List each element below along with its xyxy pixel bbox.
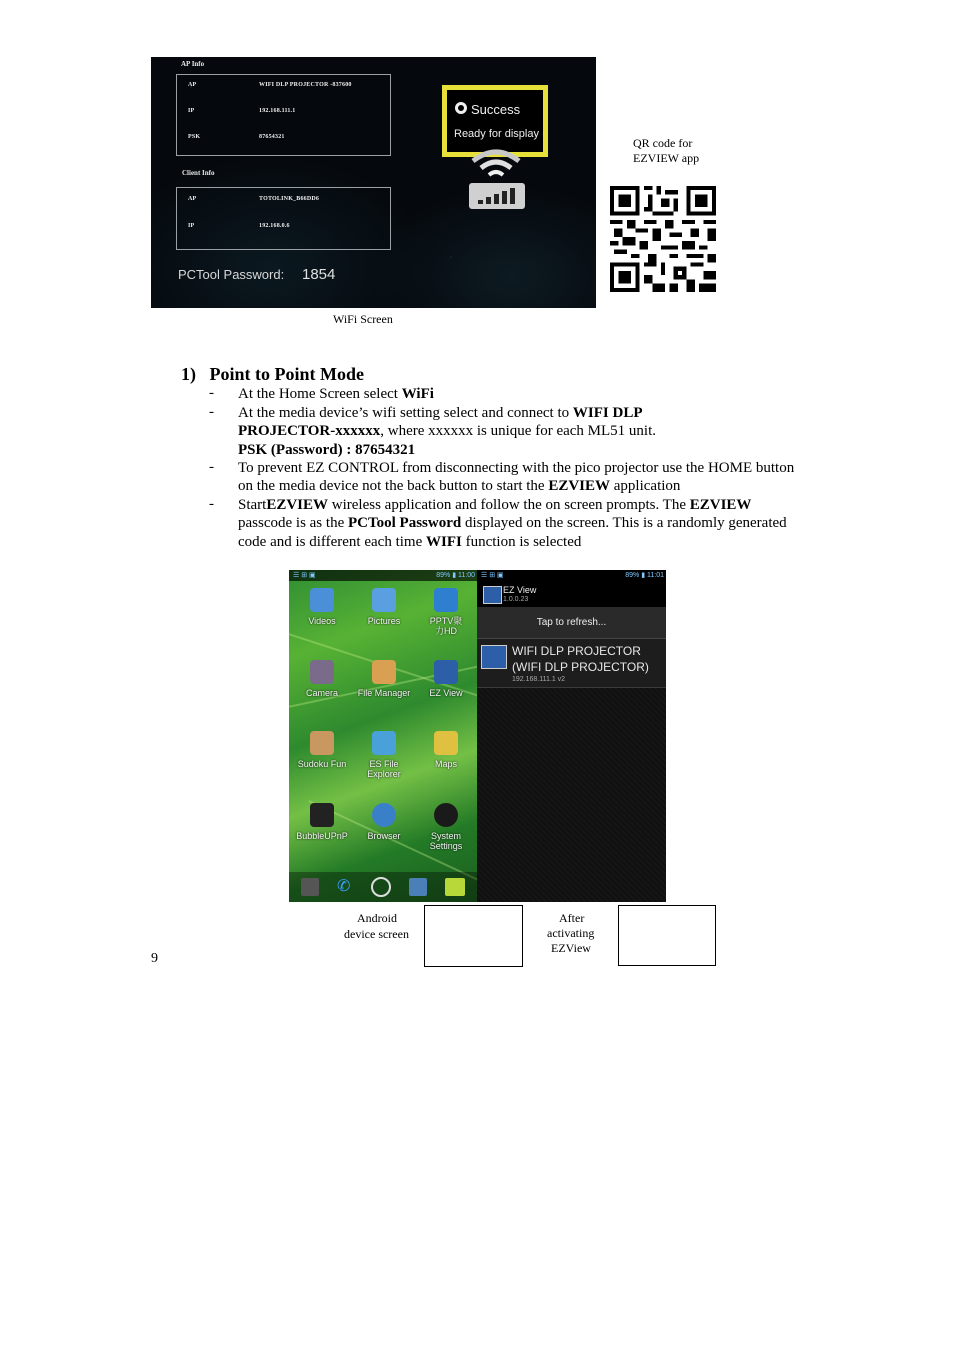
app-file-manager[interactable] <box>353 660 415 698</box>
bullet-3-text-end: application <box>610 478 681 495</box>
folder-icon <box>372 588 396 612</box>
file-manager-icon <box>372 660 396 684</box>
pptv-icon <box>434 588 458 612</box>
browser-icon <box>372 803 396 827</box>
pctool-password-value: 1854 <box>302 266 336 283</box>
wifi-screen-image <box>151 57 596 308</box>
device-ip: 192.168.111.1 v2 <box>512 676 566 683</box>
bullet-4-bold: PCTool Password <box>347 515 462 532</box>
client-ip-value: 192.168.0.6 <box>259 223 290 229</box>
android-dock <box>289 872 477 902</box>
maps-icon <box>434 731 458 755</box>
empty-frame-2 <box>618 905 716 966</box>
device-list-item[interactable] <box>477 639 666 688</box>
phone-icon[interactable]: ✆ <box>337 878 351 895</box>
android-status-bar <box>289 570 477 581</box>
android-home-screen <box>289 570 477 902</box>
ap-value: WIFI DLP PROJECTOR -837600 <box>259 82 352 88</box>
bullet-dash: - <box>209 404 214 420</box>
bullet-1-bold: WiFi <box>401 386 434 402</box>
bullet-4-text: displayed on the screen. This is a randomly generated code and is different each time <box>238 515 787 550</box>
sudoku-icon <box>310 731 334 755</box>
bullet-4-bold: EZVIEW <box>689 497 752 513</box>
bullet-4 <box>238 496 798 551</box>
bullet-2-bold: WIFI DLP PROJECTOR-xxxxxx <box>238 405 642 440</box>
empty-frame-1 <box>424 905 523 967</box>
bullet-3 <box>238 459 798 496</box>
app-label: System Settings <box>429 831 463 851</box>
projector-icon <box>481 645 507 669</box>
qr-caption-line1: QR code for <box>633 136 693 150</box>
client-info-box <box>176 187 391 250</box>
bullet-4-bold: EZVIEW <box>266 497 329 513</box>
bullet-2-text-end: , where xxxxxx is unique for each ML51 unit. <box>380 423 657 440</box>
qr-code-icon <box>610 186 716 292</box>
bullet-1 <box>238 385 798 403</box>
bubbleupnp-icon <box>310 803 334 827</box>
qr-caption-line2: EZVIEW app <box>633 151 700 165</box>
ezview-title-bar <box>477 581 666 607</box>
app-label: Pictures <box>367 616 401 626</box>
status-left-icons: ☰ ⊞ ▣ <box>481 572 504 579</box>
status-right-info: 89% ▮ 11:01 <box>625 572 664 579</box>
app-camera[interactable] <box>291 660 353 698</box>
signal-bars-icon <box>469 183 525 209</box>
app-system-settings[interactable] <box>415 803 477 851</box>
android-caption-line2: device screen <box>344 927 409 941</box>
app-videos[interactable] <box>291 588 353 626</box>
app-pptv[interactable] <box>415 588 477 636</box>
app-bubbleupnp[interactable] <box>291 803 353 841</box>
bullet-dash: - <box>209 496 214 512</box>
bullet-4-text: passcode is as the <box>238 515 348 532</box>
client-info-label: Client Info <box>182 169 215 177</box>
tap-to-refresh-button[interactable]: Tap to refresh... <box>477 607 666 639</box>
success-ring-icon <box>455 102 467 114</box>
ap-label: AP <box>188 82 197 88</box>
app-label: ES File Explorer <box>367 759 401 779</box>
app-label: Browser <box>367 831 401 841</box>
app-es-file-explorer[interactable] <box>353 731 415 779</box>
client-ap-label: AP <box>188 196 197 202</box>
app-label: File Manager <box>357 688 411 698</box>
ezview-app-screen <box>477 570 666 902</box>
bullet-4-text: function is selected <box>461 533 582 550</box>
client-ip-label: IP <box>188 223 195 229</box>
psk-value: 87654321 <box>259 134 285 140</box>
app-label: PPTV聚力HD <box>429 616 463 636</box>
device-name: WIFI DLP PROJECTOR <box>512 644 641 658</box>
settings-icon <box>434 803 458 827</box>
app-ez-view[interactable] <box>415 660 477 698</box>
ip-value: 192.168.111.1 <box>259 108 296 114</box>
ezview-status-bar <box>477 570 666 581</box>
ezview-caption-line3: EZView <box>551 941 591 955</box>
android-caption-line1: Android <box>357 911 397 925</box>
bullet-4-bold: WIFI <box>425 533 462 550</box>
bullet-2-text: At the media device’s wifi setting select and connect to <box>238 405 573 421</box>
contacts-icon[interactable] <box>409 878 427 896</box>
folder-icon <box>310 588 334 612</box>
app-label: BubbleUPnP <box>296 831 348 841</box>
ezview-caption-line2: activating <box>547 926 595 940</box>
camera-icon <box>310 660 334 684</box>
app-sudoku[interactable] <box>291 731 353 769</box>
app-label: Videos <box>308 616 336 626</box>
page-number: 9 <box>151 951 158 966</box>
app-label: Maps <box>434 759 457 769</box>
device-subname: (WIFI DLP PROJECTOR) <box>512 660 649 674</box>
ezview-caption-line1: After <box>559 911 585 925</box>
bullet-4-text: Start <box>238 497 267 513</box>
app-label: EZ View <box>429 688 463 698</box>
ezview-app-name: EZ View <box>503 585 537 595</box>
status-left-icons: ☰ ⊞ ▣ <box>293 572 316 579</box>
bullet-dash: - <box>209 459 214 475</box>
ez-view-app-icon <box>483 586 502 604</box>
bullet-dash: - <box>209 385 214 401</box>
wifi-screen-caption: WiFi Screen <box>333 312 393 326</box>
app-drawer-icon[interactable] <box>371 877 391 897</box>
ez-view-icon <box>434 660 458 684</box>
es-file-explorer-icon <box>372 731 396 755</box>
app-pictures[interactable] <box>353 588 415 626</box>
bullet-1-text: At the Home Screen select <box>238 386 402 402</box>
client-ap-value: TOTOLINK_B66DD6 <box>259 196 320 202</box>
app-browser[interactable] <box>353 803 415 841</box>
psk-password-line: PSK (Password) : 87654321 <box>238 441 416 458</box>
bullet-3-bold: EZVIEW <box>548 478 611 495</box>
ezview-version: 1.0.0.23 <box>503 596 529 603</box>
psk-label: PSK <box>188 134 201 140</box>
ap-info-label: AP Info <box>181 60 205 68</box>
ip-label: IP <box>188 108 195 114</box>
status-right-info: 89% ▮ 11:00 <box>436 572 475 579</box>
bullet-4-text: wireless application and follow the on screen prompts. The <box>328 497 690 513</box>
ready-text: Ready for display <box>454 128 539 140</box>
app-label: Sudoku Fun <box>297 759 347 769</box>
messaging-icon[interactable] <box>445 878 465 896</box>
ap-info-box <box>176 74 391 156</box>
wifi-icon <box>469 147 523 183</box>
bullet-3-text: To prevent EZ CONTROL from disconnecting with the pico projector use the HOME button on the media device not the back button to start the <box>238 460 795 495</box>
app-label: Camera <box>305 688 338 698</box>
success-text: Success <box>471 102 521 117</box>
pctool-password-label: PCTool Password: <box>178 267 285 282</box>
calculator-icon[interactable] <box>301 878 319 896</box>
bullet-2 <box>238 404 708 459</box>
app-maps[interactable] <box>415 731 477 769</box>
section-heading: 1) Point to Point Mode <box>181 364 364 384</box>
